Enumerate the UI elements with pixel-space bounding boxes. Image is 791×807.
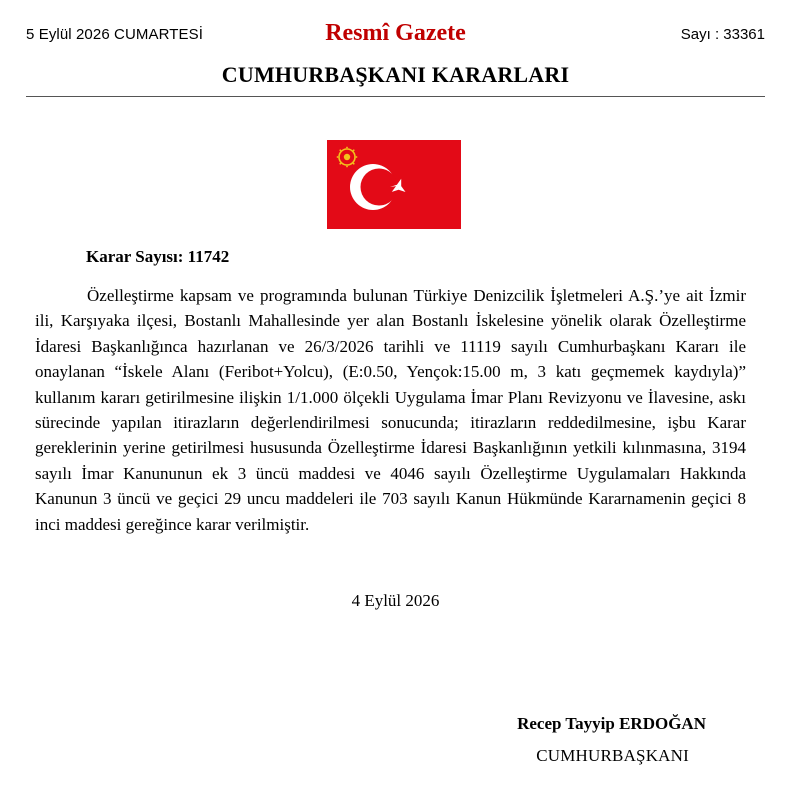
issue-number: Sayı : 33361 bbox=[680, 26, 765, 43]
gazette-header bbox=[26, 20, 765, 50]
signer-name: Recep Tayyip ERDOĞAN bbox=[517, 714, 706, 733]
header-divider bbox=[26, 96, 765, 97]
crescent-inner bbox=[361, 169, 398, 206]
section-title: CUMHURBAŞKANI KARARLARI bbox=[221, 62, 570, 87]
header-date: 5 Eylül 2026 CUMARTESİ bbox=[26, 26, 203, 43]
decision-body-text: Özelleştirme kapsam ve programında bulunan Türkiye Denizcilik İşletmeleri A.Ş.’ye ait İzmir ili, Karşıyaka ilçesi, Bostanlı Mahallesinde yer alan Bostanlı İskelesine yönelik olarak Özelleştirme İdaresi Başkanlığınca hazırlanan ve 26/3/2026 tarihli ve 11119 sayılı Cumhurbaşkanı Kararı ile onaylanan “İskele Alanı (Feribot+Yolcu), (E:0.50, Yençok:15.00 m, 3 katı geçmemek kaydıyla)” kullanım kararı getirilmesine ilişkin 1/1.000 ölçekli Uygulama İmar Planı Revizyonu ve İlavesine, askı sürecinde yapılan itirazların değerlendirilmesi sonucunda; itirazların reddedilmesine, işbu Karar gereklerinin yerine getirilmesi hususunda Özelleştirme İdaresi Başkanlığının yetkili kılınmasına, 3194 sayılı İmar Kanununun ek 3 üncü maddesi ve 4046 sayılı Özelleştirme Uygulamaları Hakkında Kanunun 3 üncü ve geçici 29 uncu maddeleri ile 703 sayılı Kanun Hükmünde Kararnamenin geçici 8 inci maddesi gereğince karar verilmiştir. bbox=[35, 286, 746, 534]
signer-title: CUMHURBAŞKANI bbox=[536, 746, 689, 765]
presidential-seal-icon bbox=[337, 147, 358, 168]
document-date: 4 Eylül 2026 bbox=[351, 591, 440, 610]
decision-number: Karar Sayısı: 11742 bbox=[86, 247, 230, 266]
gazette-title: Resmî Gazete bbox=[325, 20, 466, 46]
turkish-flag-icon bbox=[327, 140, 461, 229]
